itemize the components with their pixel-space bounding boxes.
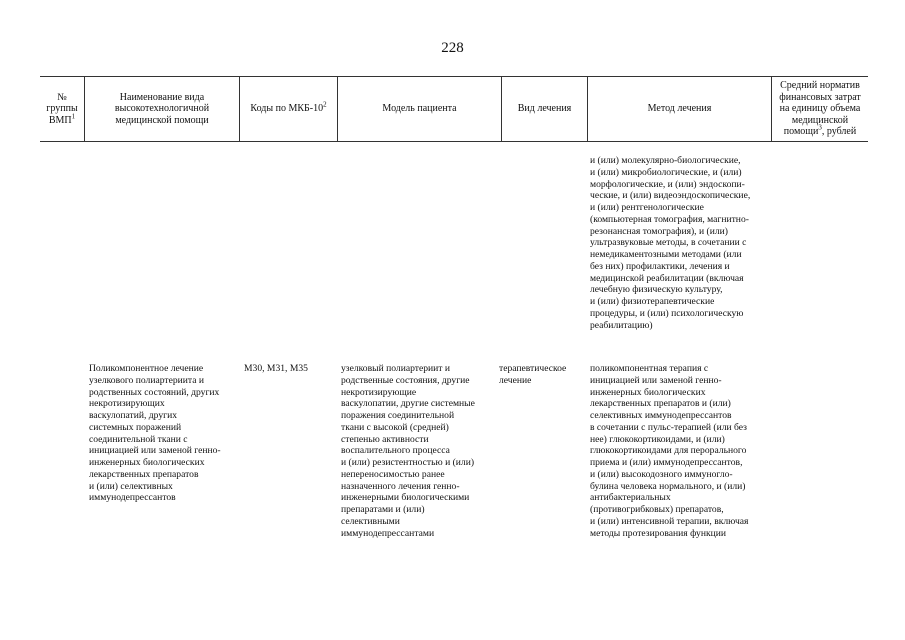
footnote-3: 3 <box>818 123 822 132</box>
header-col-group <box>40 77 84 141</box>
header-col-name-label: Наименование вида высокотехнологичной медицинской помощи <box>114 91 210 126</box>
header-col-group-label: № группы ВМП <box>46 91 78 126</box>
footnote-2: 2 <box>323 100 327 109</box>
header-col-codes <box>239 77 337 141</box>
header-col-treatment-label: Вид лечения <box>517 103 572 115</box>
page-number: 228 <box>441 40 464 56</box>
header-col-name <box>84 77 239 141</box>
continuation-method-cell: и (или) молекулярно-биологические, и (или) микробиологические, и (или) морфологические, и (или) эндоскопи- ческие, и (или) видеоэндоскопические, и (или) рентгенологические (компьютерная томография, магнитно- резонансная томография), и (или) ультразвуковые методы, в сочетании с немедикаментозными методами (или без них) профилактики, лечения и медицинской реабилитации (включая лечебную физическую культуру, и (или) физиотерапевтические процедуры, и (или) психологическую реабилитацию) <box>590 155 751 331</box>
row-model-cell: узелковый полиартериит и родственные состояния, другие некротизирующие васкулопатии, другие системные поражения соединительной ткани с высокой (средней) степенью активности воспалительного процесса и (или) резистентностью и (или) непереносимостью ранее назначенного лечения генно- инженерными биологическими препаратами и (или) селективными иммунодепрессантами <box>341 363 475 539</box>
header-col-model-label: Модель пациента <box>382 103 457 115</box>
header-col-method <box>587 77 771 141</box>
header-col-treatment <box>501 77 587 141</box>
header-col-cost-label: Средний норматив финансовых затрат на единицу объема медицинской помощи <box>779 80 861 138</box>
row-codes-cell: М30, М31, М35 <box>244 363 308 374</box>
row-method-cell: поликомпонентная терапия с инициацией или заменой генно- инженерных биологических лекарственных препаратов и (или) селективных иммунодепрессантов в сочетании с пульс-терапией (или без нее) глюкокортикоидами, и (или) глюкокортикоидами для перорального приема и (или) иммунодепрессантов, и (или) высокодозного иммуногло- булина человека нормального, и (или) антибактериальных (противогрибковых) препаратов, и (или) интенсивной терапии, включая методы протезирования функции <box>590 363 749 539</box>
header-col-codes-label: Коды по МКБ-10 <box>250 103 324 115</box>
header-col-cost <box>771 77 868 141</box>
row-name-cell: Поликомпонентное лечение узелкового полиартериита и родственных состояний, других некротизирующих васкулопатий, других системных поражений соединительной ткани с инициацией или заменой генно- инженерных биологических лекарственных препаратов и (или) селективных иммунодепрессантов <box>89 363 221 504</box>
header-col-model <box>337 77 501 141</box>
table-header <box>40 76 868 142</box>
header-col-cost-tail: , рублей <box>821 126 857 138</box>
row-treatment-cell: терапевтическое лечение <box>499 363 567 386</box>
footnote-1: 1 <box>71 112 76 121</box>
header-col-method-label: Метод лечения <box>647 103 712 115</box>
